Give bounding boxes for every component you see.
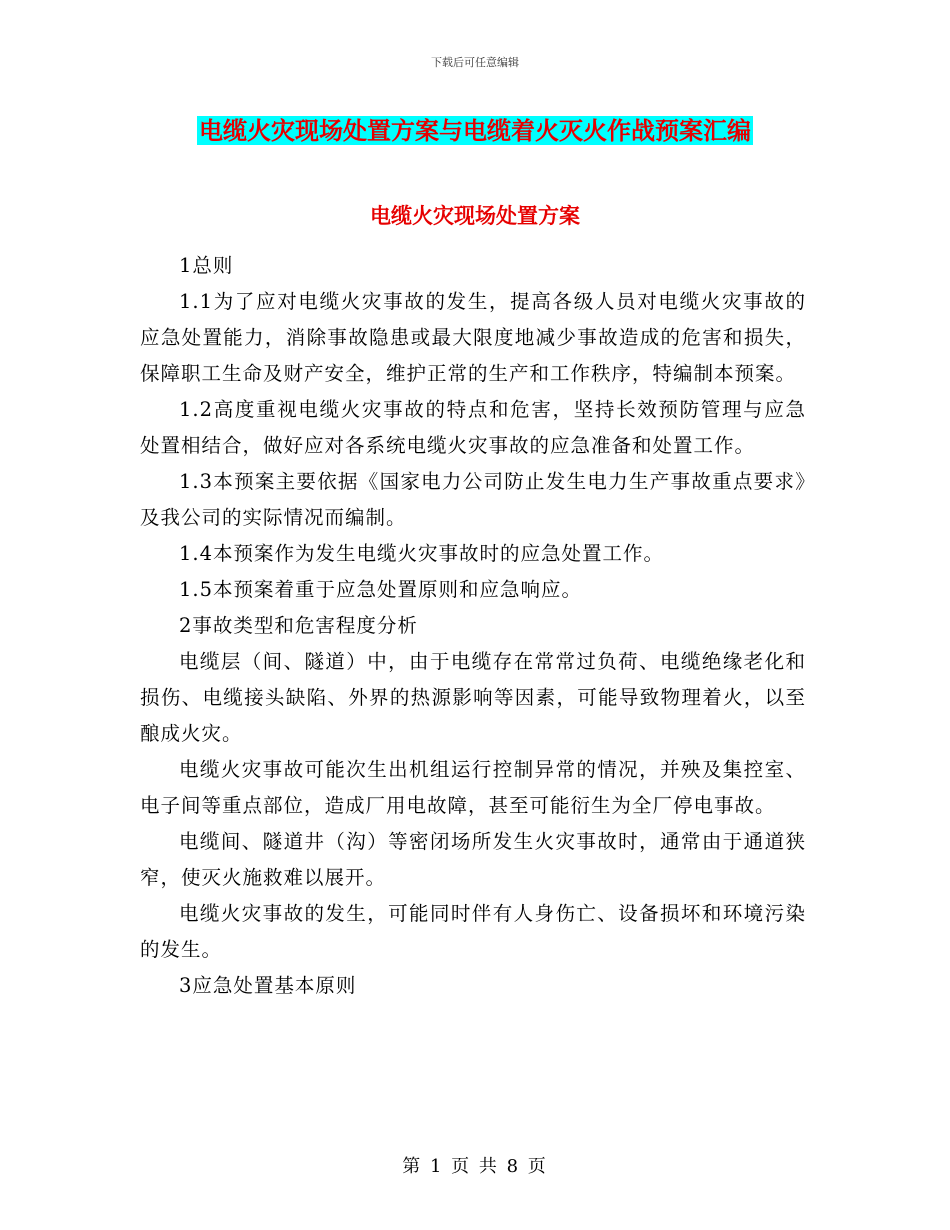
header-note: 下载后可任意编辑 — [431, 56, 519, 69]
paragraph: 电缆间、隧道井（沟）等密闭场所发生火灾事故时，通常由于通道狭窄，使灭火施救难以展开。 — [140, 830, 806, 889]
paragraph: 1总则 — [179, 254, 234, 277]
paragraph: 电缆层（间、隧道）中，由于电缆存在常常过负荷、电缆绝缘老化和损伤、电缆接头缺陷、外界的热源影响等因素，可能导致物理着火，以至酿成火灾。 — [140, 650, 806, 745]
paragraph: 1.5本预案着重于应急处置原则和应急响应。 — [179, 578, 583, 601]
paragraph: 1.2高度重视电缆火灾事故的特点和危害，坚持长效预防管理与应急处置相结合，做好应对各系统电缆火灾事故的应急准备和处置工作。 — [140, 398, 806, 457]
page-footer: 第 1 页 共 8 页 — [402, 1156, 548, 1177]
paragraph: 电缆火灾事故可能次生出机组运行控制异常的情况，并殃及集控室、电子间等重点部位，造成厂用电故障，甚至可能衍生为全厂停电事故。 — [140, 758, 806, 817]
paragraph: 电缆火灾事故的发生，可能同时伴有人身伤亡、设备损坏和环境污染的发生。 — [140, 902, 806, 961]
paragraph: 1.1为了应对电缆火灾事故的发生，提高各级人员对电缆火灾事故的应急处置能力，消除事故隐患或最大限度地减少事故造成的危害和损失，保障职工生命及财产安全，维护正常的生产和工作秩序，特编制本预案。 — [140, 290, 806, 385]
document-body — [140, 248, 806, 1004]
paragraph: 2事故类型和危害程度分析 — [179, 614, 418, 637]
document-title — [0, 111, 950, 151]
paragraph: 1.4本预案作为发生电缆火灾事故时的应急处置工作。 — [179, 542, 665, 565]
paragraph: 1.3本预案主要依据《国家电力公司防止发生电力生产事故重点要求》及我公司的实际情况而编制。 — [140, 470, 806, 529]
section-title: 电缆火灾现场处置方案 — [370, 203, 580, 228]
paragraph: 3应急处置基本原则 — [179, 974, 357, 997]
document-title-highlight: 电缆火灾现场处置方案与电缆着火灭火作战预案汇编 — [199, 116, 751, 145]
